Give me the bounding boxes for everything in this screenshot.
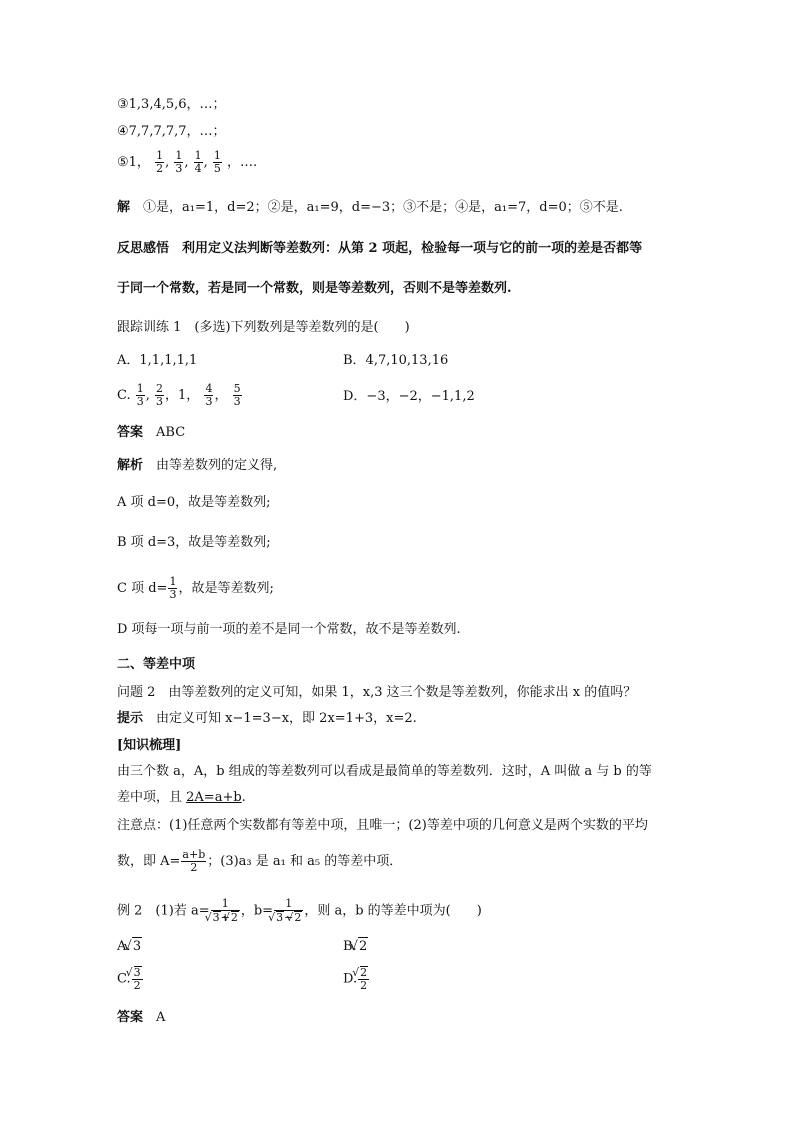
example-2: 例 2 (1)若 a= 1 √ 3+√ 2 ，b= 1 √ 3−√ 2 ，则 a，b 的等差中项为( ) [117, 898, 482, 924]
section-heading: 二、等差中项 [117, 657, 196, 672]
sequence-item-4: ④7,7,7,7,7，…； [117, 124, 226, 139]
fraction: $\frac{1}{3}$ [169, 575, 177, 601]
example-2-option-c: C. √ $\frac{3}{2}$ [117, 966, 144, 992]
fraction: $\frac{4}{3}$ [205, 382, 213, 408]
note-line-2: 数，即 A= $\frac{a+b}{2}$ ；(3)a₃ 是 a₁ 和 a₅ 的等差中项． [117, 848, 403, 874]
exercise-1-option-c: C. $\frac{1}{3}$ , $\frac{2}{3}$ ，1， $\frac{4}{3}$ ， $\frac{5}{3}$ [117, 382, 241, 408]
fraction: √ $\frac{3}{2}$ [132, 966, 143, 992]
knowledge-line-2: 差中项，且 2A=a+b. [117, 790, 246, 805]
note-line-1: 注意点：(1)任意两个实数都有等差中项，且唯一；(2)等差中项的几何意义是两个实数的平均 [117, 818, 648, 833]
hint: 提示 由定义可知 x−1=3−x，即 2x=1+3，x=2. [117, 711, 417, 726]
example-2-answer: 答案 A [117, 1010, 166, 1025]
fraction: $\frac{1}{4}$ [194, 149, 202, 175]
analysis-line-d: D 项每一项与前一项的差不是同一个常数，故不是等差数列. [117, 622, 461, 637]
knowledge-line-1: 由三个数 a，A，b 组成的等差数列可以看成是最简单的等差数列．这时，A 叫做 a 与 b 的等 [117, 764, 652, 779]
example-2-option-d: D. √ $\frac{2}{2}$ [343, 966, 370, 992]
fraction: $\frac{1}{5}$ [213, 149, 221, 175]
fraction: $\frac{a+b}{2}$ [182, 848, 206, 874]
fraction: $\frac{2}{3}$ [156, 382, 164, 408]
example-2-option-a: A.√ 3 [117, 937, 142, 956]
fraction: 1 √ 3+√ 2 [211, 898, 240, 924]
reflection-line-1: 反思感悟 利用定义法判断等差数列：从第 2 项起，检验每一项与它的前一项的差是否都等 [117, 241, 643, 256]
sequence-item-3: ③1,3,4,5,6，…； [117, 97, 226, 112]
example-2-option-b: B.√ 2 [343, 937, 368, 956]
fraction: $\frac{1}{2}$ [156, 149, 164, 175]
analysis-line-a: A 项 d=0，故是等差数列; [117, 495, 271, 510]
analysis-line-c: C 项 d= $\frac{1}{3}$ ，故是等差数列; [117, 575, 274, 601]
fraction: √ $\frac{2}{2}$ [358, 966, 369, 992]
fraction: 1 √ 3−√ 2 [274, 898, 303, 924]
exercise-1-option-a: A．1,1,1,1,1 [117, 353, 198, 368]
exercise-1-answer: 答案 ABC [117, 425, 186, 440]
fraction: $\frac{5}{3}$ [233, 382, 241, 408]
analysis-line-b: B 项 d=3，故是等差数列; [117, 535, 271, 550]
reflection-line-2: 于同一个常数，若是同一个常数，则是等差数列，否则不是等差数列. [117, 281, 512, 296]
exercise-1-option-b: B．4,7,10,13,16 [343, 353, 449, 368]
fraction: $\frac{1}{3}$ [136, 382, 144, 408]
exercise-1-analysis: 解析 由等差数列的定义得, [117, 458, 278, 473]
knowledge-label: [知识梳理] [117, 738, 182, 753]
sequence-item-5: ⑤1， $\frac{1}{2}$ , $\frac{1}{3}$ , $\frac{1}{4}$ , $\frac{1}{5}$ ，…. [117, 149, 258, 175]
exercise-1-title: 跟踪训练 1 (多选)下列数列是等差数列的是( ) [117, 320, 410, 335]
fraction: $\frac{1}{3}$ [175, 149, 183, 175]
question-2: 问题 2 由等差数列的定义可知，如果 1，x,3 这三个数是等差数列，你能求出 x 的值吗？ [117, 685, 637, 700]
exercise-1-option-d: D．−3，−2，−1,1,2 [343, 389, 475, 404]
solution: 解 ①是，a₁=1，d=2；②是，a₁=9，d=−3；③不是；④是，a₁=7，d=0；⑤不是. [117, 200, 623, 215]
